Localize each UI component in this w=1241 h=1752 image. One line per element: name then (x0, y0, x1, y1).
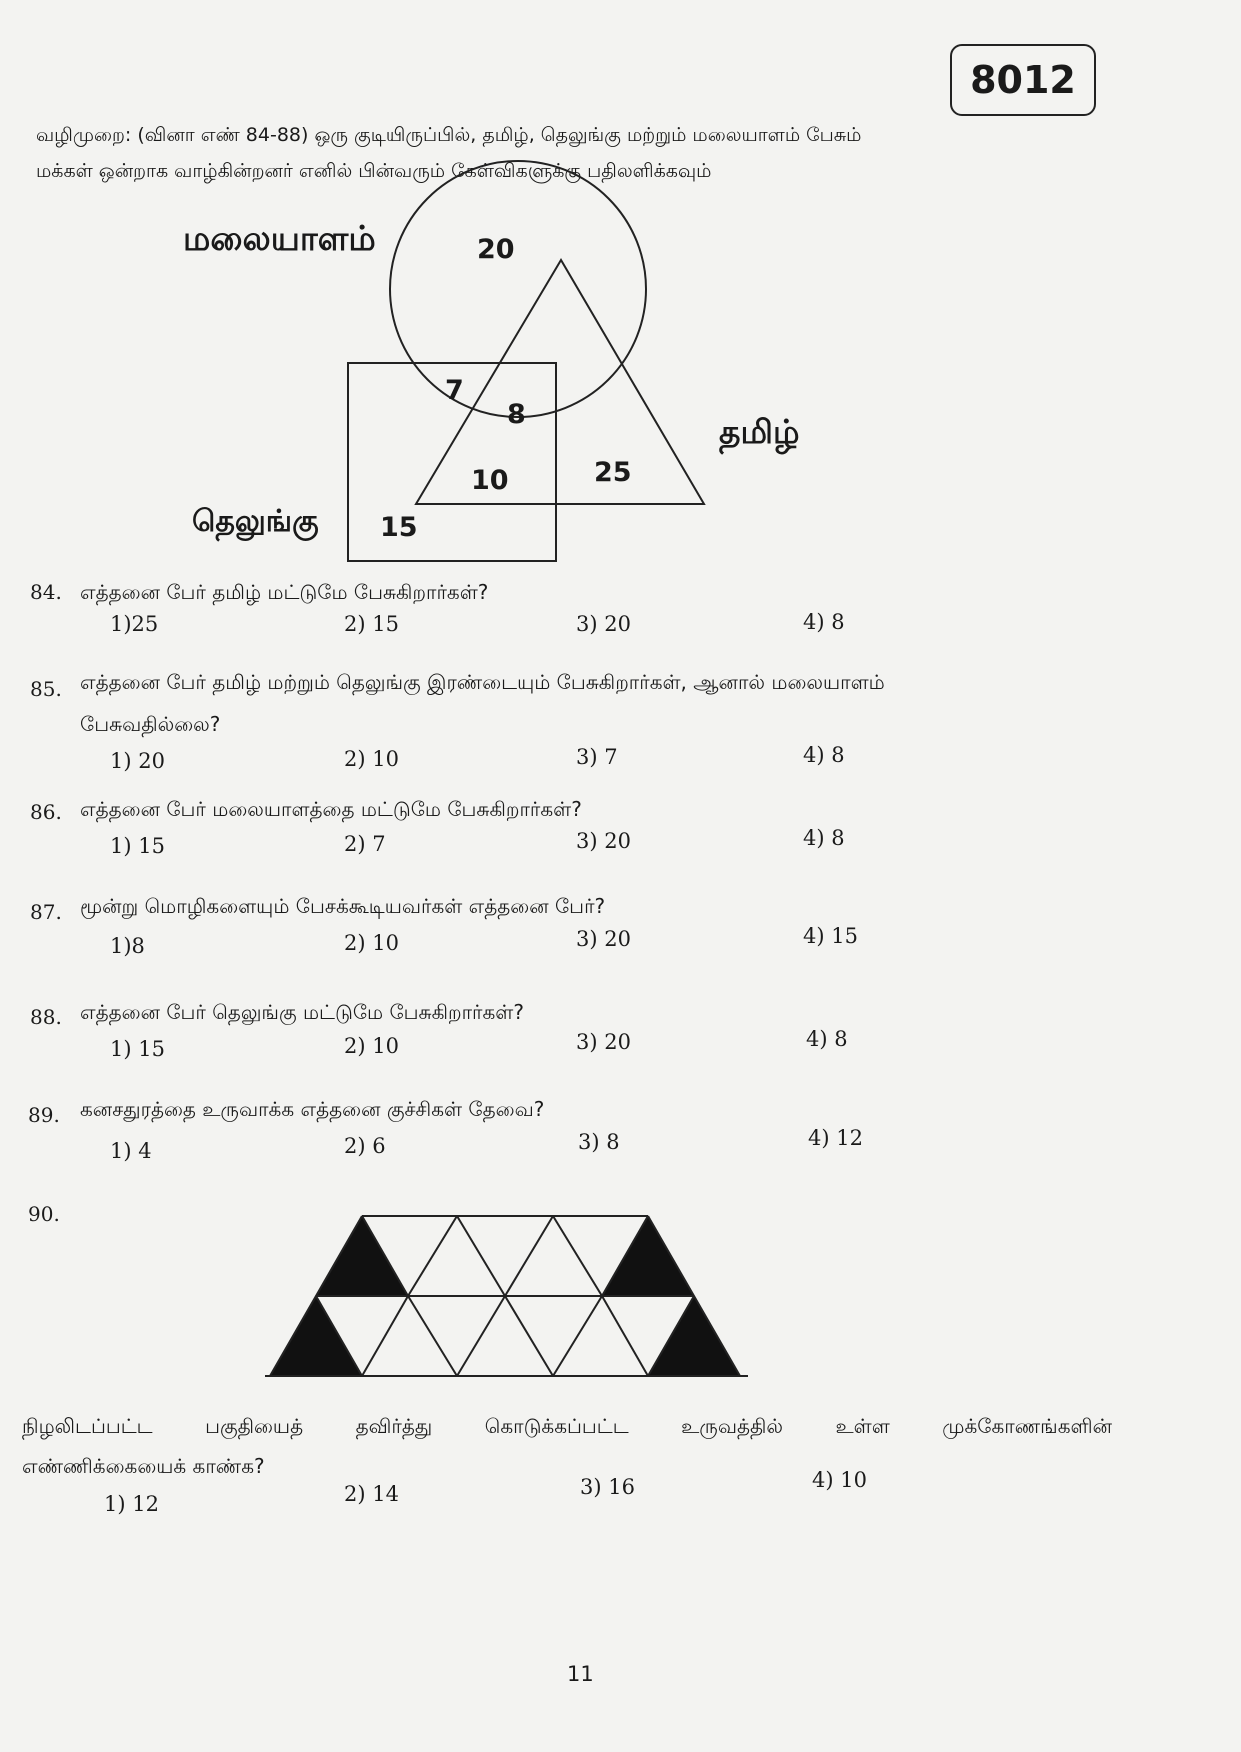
option-3[interactable]: 3) 8 (578, 1130, 620, 1154)
option-4[interactable]: 4) 15 (803, 924, 858, 948)
option-3[interactable]: 3) 7 (576, 745, 618, 769)
question-number: 89. (28, 1103, 60, 1127)
question-number: 87. (30, 900, 62, 924)
region-all-three: 8 (507, 399, 526, 430)
question-number: 84. (30, 580, 62, 604)
shaded-triangle (270, 1296, 362, 1376)
option-1[interactable]: 1)25 (110, 612, 159, 636)
option-2[interactable]: 2) 6 (344, 1134, 386, 1158)
option-4[interactable]: 4) 10 (812, 1468, 867, 1492)
option-3[interactable]: 3) 20 (576, 1030, 631, 1054)
option-2[interactable]: 2) 14 (344, 1482, 399, 1506)
option-4[interactable]: 4) 8 (803, 826, 845, 850)
option-4[interactable]: 4) 12 (808, 1126, 863, 1150)
question-text-continued: பேசுவதில்லை? (80, 712, 221, 736)
question-number: 88. (30, 1005, 62, 1029)
option-3[interactable]: 3) 20 (576, 612, 631, 636)
question-text: எத்தனை பேர் தமிழ் மற்றும் தெலுங்கு இரண்டையும் பேசுகிறார்கள், ஆனால் மலையாளம் (80, 670, 885, 694)
option-2[interactable]: 2) 10 (344, 931, 399, 955)
region-telugu-only: 15 (380, 512, 418, 543)
option-1[interactable]: 1) 15 (110, 1037, 165, 1061)
telugu-label: தெலுங்கு (192, 504, 319, 539)
shaded-triangle (602, 1216, 694, 1296)
question-number: 86. (30, 800, 62, 824)
question-text: எத்தனை பேர் தமிழ் மட்டுமே பேசுகிறார்கள்? (80, 580, 489, 604)
option-4[interactable]: 4) 8 (803, 743, 845, 767)
option-1[interactable]: 1)8 (110, 934, 145, 958)
option-3[interactable]: 3) 16 (580, 1475, 635, 1499)
region-malayalam-telugu: 7 (445, 375, 464, 406)
malayalam-label: மலையாளம் (183, 219, 376, 259)
option-2[interactable]: 2) 15 (344, 612, 399, 636)
option-3[interactable]: 3) 20 (576, 927, 631, 951)
option-4[interactable]: 4) 8 (806, 1027, 848, 1051)
option-2[interactable]: 2) 10 (344, 1034, 399, 1058)
question-text: எத்தனை பேர் மலையாளத்தை மட்டுமே பேசுகிறார்கள்? (80, 797, 582, 821)
question-text-continued: எண்ணிக்கையைக் காண்க? (22, 1454, 265, 1478)
option-1[interactable]: 1) 12 (104, 1492, 159, 1516)
region-tamil-telugu: 10 (471, 465, 509, 496)
shaded-triangle (648, 1296, 740, 1376)
option-3[interactable]: 3) 20 (576, 829, 631, 853)
question-text: மூன்று மொழிகளையும் பேசக்கூடியவர்கள் எத்தனை பேர்? (80, 894, 606, 918)
question-number: 85. (30, 677, 62, 701)
page-number: 11 (567, 1662, 594, 1686)
shaded-triangle (316, 1216, 408, 1296)
option-1[interactable]: 1) 4 (110, 1139, 152, 1163)
instruction-line-2: மக்கள் ஒன்றாக வாழ்கின்றனர் எனில் பின்வரும் கேள்விகளுக்கு பதிலளிக்கவும் (36, 160, 712, 182)
question-text: எத்தனை பேர் தெலுங்கு மட்டுமே பேசுகிறார்கள்? (80, 1000, 524, 1024)
option-4[interactable]: 4) 8 (803, 610, 845, 634)
option-1[interactable]: 1) 20 (110, 749, 165, 773)
page-code: 8012 (970, 58, 1076, 102)
region-tamil-only: 25 (594, 457, 632, 488)
option-1[interactable]: 1) 15 (110, 834, 165, 858)
tamil-label: தமிழ் (719, 412, 800, 451)
question-number: 90. (28, 1202, 60, 1226)
question-text: நிழலிடப்பட்ட பகுதியைத் தவிர்த்து கொடுக்கப்பட்ட உருவத்தில் உள்ள முக்கோணங்களின் (22, 1414, 1112, 1438)
option-2[interactable]: 2) 7 (344, 832, 386, 856)
instruction-line-1: வழிமுறை: (வினா எண் 84-88) ஒரு குடியிருப்பில், தமிழ், தெலுங்கு மற்றும் மலையாளம் பேசும் (36, 124, 862, 146)
option-2[interactable]: 2) 10 (344, 747, 399, 771)
question-text: கனசதுரத்தை உருவாக்க எத்தனை குச்சிகள் தேவை? (80, 1097, 545, 1121)
region-malayalam-only: 20 (477, 234, 515, 265)
